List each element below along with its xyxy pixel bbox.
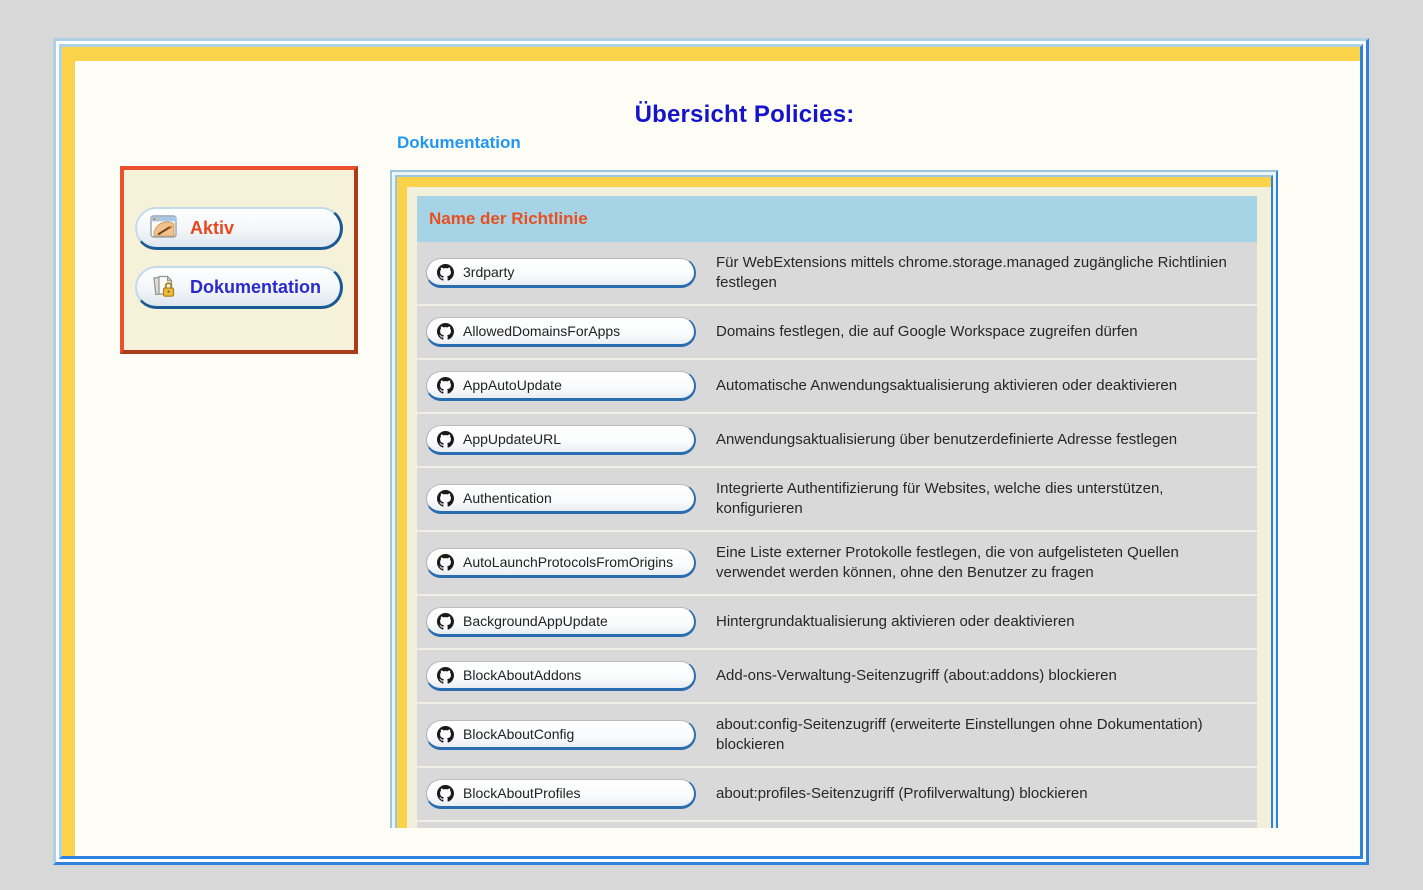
policy-row [417, 466, 1257, 530]
policy-link-button[interactable] [426, 661, 696, 691]
policy-name: AllowedDomainsForApps [463, 323, 621, 339]
policy-name: AutoLaunchProtocolsFromOrigins [463, 554, 674, 570]
policy-link-button[interactable] [426, 258, 696, 288]
github-icon [437, 785, 454, 802]
policy-description: Anwendungsaktualisierung über benutzerdefinierte Adresse festlegen [716, 431, 1178, 448]
partial-next-row [417, 820, 1257, 828]
section-label-dokumentation: Dokumentation [397, 133, 521, 152]
documents-lock-icon [150, 274, 177, 301]
yellow-accent-band-top [62, 47, 1360, 61]
policy-description: Eine Liste externer Protokolle festlegen, die von aufgelisteten Quellen verwendet werden können, ohne den Benutzer zu fragen [716, 544, 1179, 581]
window-gauge-icon [150, 215, 177, 241]
policy-row [417, 594, 1257, 648]
github-icon [437, 490, 454, 507]
policy-link-button[interactable] [426, 484, 696, 514]
policy-link-button[interactable] [426, 607, 696, 637]
github-icon [437, 323, 454, 340]
policy-link-button[interactable] [426, 425, 696, 455]
policy-description: about:config-Seitenzugriff (erweiterte Einstellungen ohne Dokumentation) blockieren [716, 716, 1203, 753]
policy-description: Für WebExtensions mittels chrome.storage.managed zugängliche Richtlinien festlegen [716, 254, 1227, 291]
policy-row [417, 304, 1257, 358]
policy-link-button[interactable] [426, 779, 696, 809]
policy-name: BlockAboutProfiles [463, 785, 581, 801]
table-body-area [407, 187, 1271, 828]
table-yellow-band-top [397, 177, 1271, 187]
github-icon [437, 667, 454, 684]
policy-name: Authentication [463, 490, 552, 506]
policy-description: Domains festlegen, die auf Google Workspace zugreifen dürfen [716, 323, 1138, 340]
sidebar-button-dokumentation[interactable] [135, 266, 343, 309]
policy-row [417, 766, 1257, 820]
policy-row [417, 242, 1257, 304]
policy-description: Hintergrundaktualisierung aktivieren oder deaktivieren [716, 613, 1075, 630]
policy-description: Automatische Anwendungsaktualisierung aktivieren oder deaktivieren [716, 377, 1178, 394]
policy-description: Integrierte Authentifizierung für Websites, welche dies unterstützen, konfigurieren [716, 480, 1164, 517]
policy-name: AppUpdateURL [463, 431, 562, 447]
policy-row [417, 358, 1257, 412]
github-icon [437, 613, 454, 630]
policy-row [417, 702, 1257, 766]
sidebar-button-aktiv[interactable] [135, 207, 343, 250]
table-header-name-der-richtlinie: Name der Richtlinie [417, 196, 1257, 242]
policies-table [390, 170, 1278, 828]
policy-row [417, 412, 1257, 466]
policy-name: BlockAboutConfig [463, 726, 575, 742]
policy-name: 3rdparty [463, 264, 515, 280]
policy-link-button[interactable] [426, 548, 696, 578]
policy-name: BlockAboutAddons [463, 667, 582, 683]
page-frame [53, 38, 1369, 865]
page-inner-frame [59, 44, 1363, 859]
policy-name: BackgroundAppUpdate [463, 613, 608, 629]
policy-row [417, 530, 1257, 594]
github-icon [437, 726, 454, 743]
page-title: Übersicht Policies: [634, 101, 855, 128]
policy-link-button[interactable] [426, 371, 696, 401]
sidebar-button-aktiv-label: Aktiv [190, 217, 235, 238]
policies-table-inner-frame [395, 175, 1273, 828]
sidebar-panel [120, 166, 358, 354]
policy-link-button[interactable] [426, 720, 696, 750]
github-icon [437, 264, 454, 281]
policy-description: about:profiles-Seitenzugriff (Profilverwaltung) blockieren [716, 785, 1088, 802]
policy-description: Add-ons-Verwaltung-Seitenzugriff (about:addons) blockieren [716, 667, 1117, 684]
policy-name: AppAutoUpdate [463, 377, 562, 393]
sidebar-button-dokumentation-label: Dokumentation [190, 276, 322, 297]
github-icon [437, 431, 454, 448]
policy-link-button[interactable] [426, 317, 696, 347]
page-content [75, 61, 1360, 856]
table-yellow-band-left [397, 177, 407, 828]
policy-rows [417, 242, 1257, 820]
yellow-accent-band-left [62, 47, 75, 856]
github-icon [437, 377, 454, 394]
github-icon [437, 554, 454, 571]
policy-row [417, 648, 1257, 702]
